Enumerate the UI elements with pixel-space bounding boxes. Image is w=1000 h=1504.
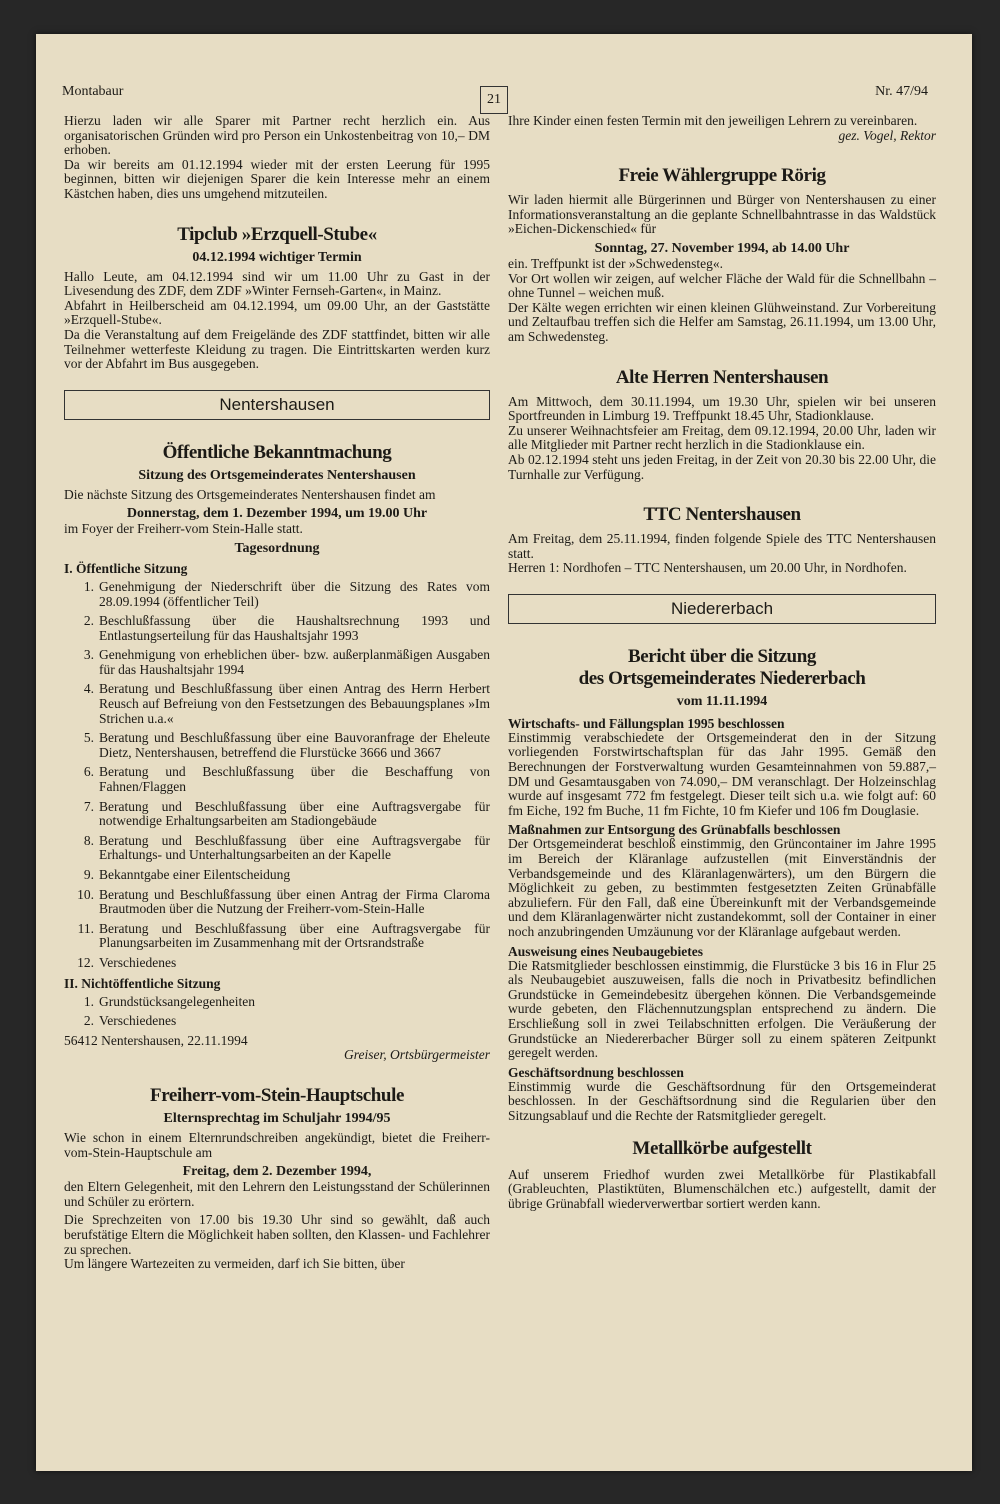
agenda-item: 4. Beratung und Beschlußfassung über einen Antrag des Herrn Herbert Reusch auf Befreiung von den Festsetzungen des Bebauungsplanes »Im Strichen u.a.« [83, 681, 490, 726]
bekanntmachung-heading: Öffentliche Bekanntmachung [162, 441, 392, 463]
ttc-paragraph: Herren 1: Nordhofen – TTC Nentershausen, um 20.00 Uhr, in Nordhofen. [508, 560, 907, 576]
bekanntmachung-subheading: Sitzung des Ortsgemeinderates Nentershausen [138, 467, 416, 483]
bericht-paragraph: Einstimmig verabschiedete der Ortsgemeinderat den in der Sitzung vorliegenden Forstwirtschaftsplan für das Jahr 1995. Gemäß den Berechnungen der Forstverwaltung wurden Gesamteinnahmen von 59.887,– DM und Gesamtausgaben von 74.090,– DM veranschlagt. Der Holzeinschlag wurde auf insgesamt 772 fm festgelegt. Dieser teilt sich u.a. wie folgt auf: 60 fm Eiche, 192 fm Buche, 11 fm Fichte, 10 fm Kiefer und 106 fm Douglasie. [508, 729, 936, 818]
public-session-heading: I. Öffentliche Sitzung [64, 560, 188, 576]
section-banner-niedererbach: Niedererbach [508, 594, 936, 624]
metallkoerbe-paragraph: Auf unserem Friedhof wurden zwei Metallkörbe für Plastikabfall (Grableuchten, Plastiktüten, Blumenschälchen etc.) aufgestellt, damit der übrige Grünabfall wiederverwertbar sortiert werden kann. [508, 1166, 936, 1211]
agenda-item: 6. Beratung und Beschlußfassung über die Beschaffung von Fahnen/Flaggen [83, 764, 490, 795]
tipclub-subheading: 04.12.1994 wichtiger Termin [192, 249, 362, 265]
alte-herren-paragraph: Am Mittwoch, dem 30.11.1994, um 19.30 Uhr, spielen wir bei unseren Sportfreunden in Limburg 19. Treffpunkt 18.45 Uhr, Stadionklause. [508, 393, 936, 424]
bericht-date: vom 11.11.1994 [676, 693, 768, 709]
agenda-item: 10. Beratung und Beschlußfassung über einen Antrag der Firma Claroma Brautmoden über die Nutzung der Freiherr-vom-Stein-Halle [77, 886, 490, 917]
agenda-heading: Tagesordnung [234, 540, 320, 556]
agenda-item: 8. Beratung und Beschlußfassung über eine Auftragsvergabe für Erhaltungs- und Unterhaltungsarbeiten an der Kapelle [83, 832, 490, 863]
hauptschule-paragraph: Die Sprechzeiten von 17.00 bis 19.30 Uhr sind so gewählt, daß auch berufstätige Eltern die Möglichkeit haben sollten, den Klassen- und Fachlehrer zu sprechen. [64, 1212, 490, 1257]
agenda-item: 1. Grundstücksangelegenheiten [83, 993, 255, 1009]
ttc-paragraph: Am Freitag, dem 25.11.1994, finden folgende Spiele des TTC Nentershausen statt. [508, 531, 936, 561]
tipclub-heading: Tipclub »Erzquell-Stube« [177, 223, 377, 245]
continued-paragraph: Ihre Kinder einen festen Termin mit den jeweiligen Lehrern zu vereinbaren. [508, 113, 918, 128]
alte-herren-heading: Alte Herren Nentershausen [615, 366, 829, 388]
bericht-subheading: Maßnahmen zur Entsorgung des Grünabfalls beschlossen [508, 822, 841, 838]
hauptschule-subheading: Elternsprechtag im Schuljahr 1994/95 [163, 1110, 391, 1126]
right-column [508, 114, 936, 1211]
section-banner-nentershausen: Nentershausen [64, 390, 490, 420]
bericht-paragraph: Die Ratsmitglieder beschlossen einstimmig, die Flurstücke 3 bis 16 in Flur 25 als Neubaugebiet auszuweisen, falls die noch in Privatbesitz befindlichen Grundstücke in Gemeindebesitz übergehen können. Die Verbandsgemeinde wurde gebeten, den Flächennutzungsplan entsprechend zu ändern. Die Erschließung soll in zwei Teilabschnitten erfolgen. Die Veräußerung der Grundstücke an Niedererbacher Bürger soll zu einem späteren Zeitpunkt geregelt werden. [508, 957, 936, 1061]
metallkoerbe-heading: Metallkörbe aufgestellt [632, 1137, 812, 1159]
agenda-list-nonpublic [64, 995, 490, 1029]
bericht-heading-line1: Bericht über die Sitzung [628, 645, 816, 667]
place-date: 56412 Nentershausen, 22.11.1994 [64, 1032, 248, 1048]
rector-signature: gez. Vogel, Rektor [838, 127, 936, 143]
bericht-heading-line2: des Ortsgemeinderates Niedererbach [578, 667, 866, 689]
sprechtag-date: Freitag, dem 2. Dezember 1994, [182, 1164, 372, 1180]
nonpublic-session-heading: II. Nichtöffentliche Sitzung [64, 975, 221, 991]
meeting-date: Donnerstag, dem 1. Dezember 1994, um 19.00 Uhr [126, 506, 428, 522]
agenda-item: 7. Beratung und Beschlußfassung über eine Auftragsvergabe für notwendige Erhaltungsarbeiten am Stadiongebäude [83, 798, 490, 829]
bericht-subheading: Geschäftsordnung beschlossen [508, 1064, 684, 1080]
hauptschule-paragraph: Um längere Wartezeiten zu vermeiden, darf ich Sie bitten, über [64, 1256, 405, 1272]
agenda-item: 5. Beratung und Beschlußfassung über eine Bauvoranfrage der Eheleute Dietz, Nentershausen, betreffend die Flurstücke 3666 und 3667 [83, 730, 490, 760]
left-column [64, 114, 490, 1272]
bericht-paragraph: Einstimmig wurde die Geschäftsordnung für den Ortsgemeinderat beschlossen. In der Geschäftsordnung sind die Regularien über den Sitzungsablauf und die Rechte der Ratsmitglieder geregelt. [508, 1078, 936, 1123]
alte-herren-paragraph: Ab 02.12.1994 steht uns jeden Freitag, in der Zeit von 20.30 bis 22.00 Uhr, die Turnhalle zur Verfügung. [508, 451, 936, 482]
bericht-subheading: Ausweisung eines Neubaugebietes [508, 943, 704, 959]
tipclub-paragraph: Da die Veranstaltung auf dem Freigelände des ZDF stattfindet, bitten wir alle Teilnehmer wetterfeste Kleidung zu tragen. Die Eintrittskarten werden kurz vor der Abfahrt im Bus ausgegeben. [64, 326, 490, 372]
agenda-item: 3. Genehmigung von erheblichen über- bzw. außerplanmäßigen Ausgaben für das Haushaltsjahr 1994 [83, 647, 490, 677]
fwg-paragraph: Wir laden hiermit alle Bürgerinnen und Bürger von Nentershausen zu einer Informationsveranstaltung an die geplante Schnellbahntrasse in das Waldstück »Eichen-Dickenschied« für [508, 192, 936, 237]
signature: Greiser, Ortsbürgermeister [344, 1047, 490, 1063]
fwg-paragraph: Der Kälte wegen errichten wir einen kleinen Glühweinstand. Zur Vorbereitung und Zeltaufbau treffen sich die Helfer am Samstag, 26.11.1994, um 13.00 Uhr, am Schwedensteg. [508, 299, 936, 344]
newspaper-page [36, 34, 972, 1471]
hauptschule-heading: Freiherr-vom-Stein-Hauptschule [150, 1084, 404, 1106]
alte-herren-paragraph: Zu unserer Weihnachtsfeier am Freitag, dem 09.12.1994, 20.00 Uhr, laden wir alle Mitglieder mit Partner recht herzlich in die Stadionklause ein. [508, 422, 936, 453]
tipclub-paragraph: Hallo Leute, am 04.12.1994 sind wir um 11.00 Uhr zu Gast in der Livesendung des ZDF, dem ZDF »Winter Fernseh-Garten«, in Mainz. [64, 268, 490, 299]
hauptschule-paragraph: Wie schon in einem Elternrundschreiben angekündigt, bietet die Freiherr-vom-Stein-Hauptschule am [64, 1129, 490, 1160]
page-number: 21 [480, 86, 508, 114]
agenda-item: 9. Bekanntgabe einer Eilentscheidung [83, 867, 291, 882]
header-town: Montabaur [62, 84, 124, 99]
intro-paragraph-2: Da wir bereits am 01.12.1994 wieder mit der ersten Leerung für 1995 beginnen, bitten wir diejenigen Sparer die kein Interesse mehr an einem Kästchen haben, dies uns umgehend mitzuteilen. [64, 156, 490, 201]
fwg-date: Sonntag, 27. November 1994, ab 14.00 Uhr [594, 240, 850, 256]
fwg-paragraph: ein. Treffpunkt ist der »Schwedensteg«. [508, 255, 723, 271]
meeting-location: im Foyer der Freiherr-vom Stein-Halle statt. [64, 521, 303, 537]
bericht-subheading: Wirtschafts- und Fällungsplan 1995 beschlossen [508, 715, 785, 731]
bekanntmachung-paragraph: Die nächste Sitzung des Ortsgemeinderates Nentershausen findet am [64, 486, 436, 502]
issue-number: Nr. 47/94 [875, 84, 928, 99]
agenda-item: 11. Beratung und Beschlußfassung über eine Auftragsvergabe für Planungsarbeiten im Zusammenhang mit der Ortsrandstraße [77, 920, 490, 951]
agenda-list [64, 580, 490, 971]
agenda-item: 2. Beschlußfassung über die Haushaltsrechnung 1993 und Entlastungserteilung für das Haushaltsjahr 1993 [83, 613, 490, 643]
intro-paragraph: Hierzu laden wir alle Sparer mit Partner recht herzlich ein. Aus organisatorischen Gründen wird pro Person ein Unkostenbeitrag von 10,– DM erhoben. [64, 113, 490, 158]
agenda-item: 2. Verschiedenes [83, 1013, 177, 1029]
fwg-paragraph: Vor Ort wollen wir zeigen, auf welcher Fläche der Wald für die Schnellbahn – ohne Tunnel – weichen muß. [508, 270, 936, 301]
agenda-item: 1. Genehmigung der Niederschrift über die Sitzung des Rates vom 28.09.1994 (öffentlicher Teil) [83, 578, 490, 609]
agenda-item: 12. Verschiedenes [77, 954, 177, 970]
bericht-paragraph: Der Ortsgemeinderat beschloß einstimmig, den Grüncontainer im Jahre 1995 im Bereich der Kläranlage aufzustellen (mit Einverständnis der Verbandsgemeinde und des Kläranlagenwärters), um den Bürgern die Möglichkeit zu geben, zu bestimmten festgesetzten Zeiten Grünabfälle abzuliefern. Für den Fall, daß eine Übereinkunft mit der Verbandsgemeinde und dem Kläranlagenwärter nicht zustandekommt, soll der Container in einer noch anzubringenden Umzäunung vor der Kläranlage aufgebaut werden. [508, 836, 936, 939]
fwg-heading: Freie Wählergruppe Rörig [618, 165, 826, 187]
hauptschule-paragraph: den Eltern Gelegenheit, mit den Lehrern den Leistungsstand der Schülerinnen und Schüler zu erörtern. [64, 1179, 490, 1209]
tipclub-paragraph: Abfahrt in Heilberscheid am 04.12.1994, um 09.00 Uhr, an der Gaststätte »Erzquell-Stube«. [64, 297, 490, 328]
ttc-heading: TTC Nentershausen [643, 504, 801, 526]
